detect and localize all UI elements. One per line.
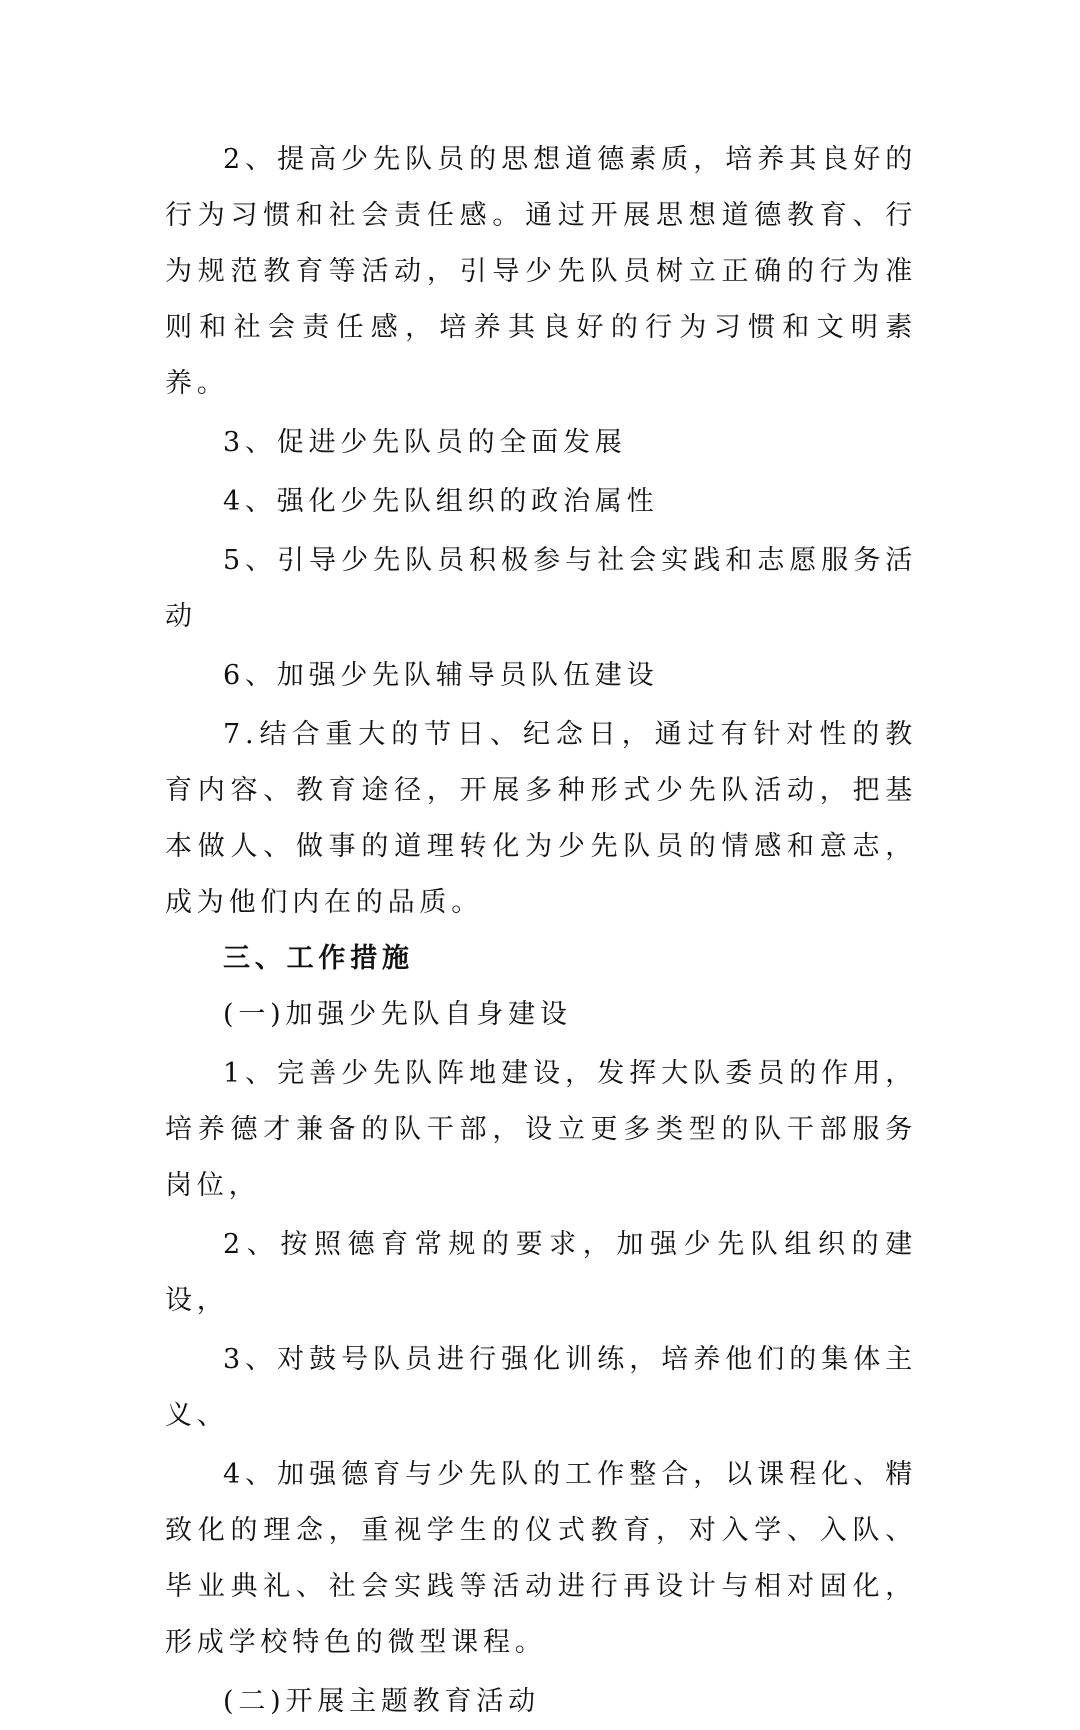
section-heading-measures: 三、工作措施 — [223, 943, 414, 974]
paragraph-goal-5: 5、引导少先队员积极参与社会实践和志愿服务活动 — [165, 545, 917, 632]
subsection-heading-2: (二)开展主题教育活动 — [223, 1686, 540, 1717]
paragraph-measure-1: 1、完善少先队阵地建设，发挥大队委员的作用，培养德才兼备的队干部，设立更多类型的队干部服务岗位， — [165, 1058, 917, 1201]
paragraph-goal-7: 7.结合重大的节日、纪念日，通过有针对性的教育内容、教育途径，开展多种形式少先队活动，把基本做人、做事的道理转化为少先队员的情感和意志，成为他们内在的品质。 — [165, 719, 917, 918]
paragraph-goal-6: 6、加强少先队辅导员队伍建设 — [223, 660, 659, 691]
subsection-heading-1: (一)加强少先队自身建设 — [223, 999, 572, 1030]
paragraph-goal-2: 2、提高少先队员的思想道德素质，培养其良好的行为习惯和社会责任感。通过开展思想道德教育、行为规范教育等活动，引导少先队员树立正确的行为准则和社会责任感，培养其良好的行为习惯和文明素养。 — [165, 144, 917, 399]
document-page — [165, 132, 917, 1730]
paragraph-measure-4: 4、加强德育与少先队的工作整合，以课程化、精致化的理念，重视学生的仪式教育，对入学、入队、毕业典礼、社会实践等活动进行再设计与相对固化，形成学校特色的微型课程。 — [165, 1459, 917, 1658]
paragraph-goal-3: 3、促进少先队员的全面发展 — [223, 427, 627, 458]
paragraph-measure-2: 2、按照德育常规的要求，加强少先队组织的建设， — [165, 1229, 917, 1316]
paragraph-measure-3: 3、对鼓号队员进行强化训练，培养他们的集体主义、 — [165, 1344, 917, 1431]
paragraph-goal-4: 4、强化少先队组织的政治属性 — [223, 486, 659, 517]
